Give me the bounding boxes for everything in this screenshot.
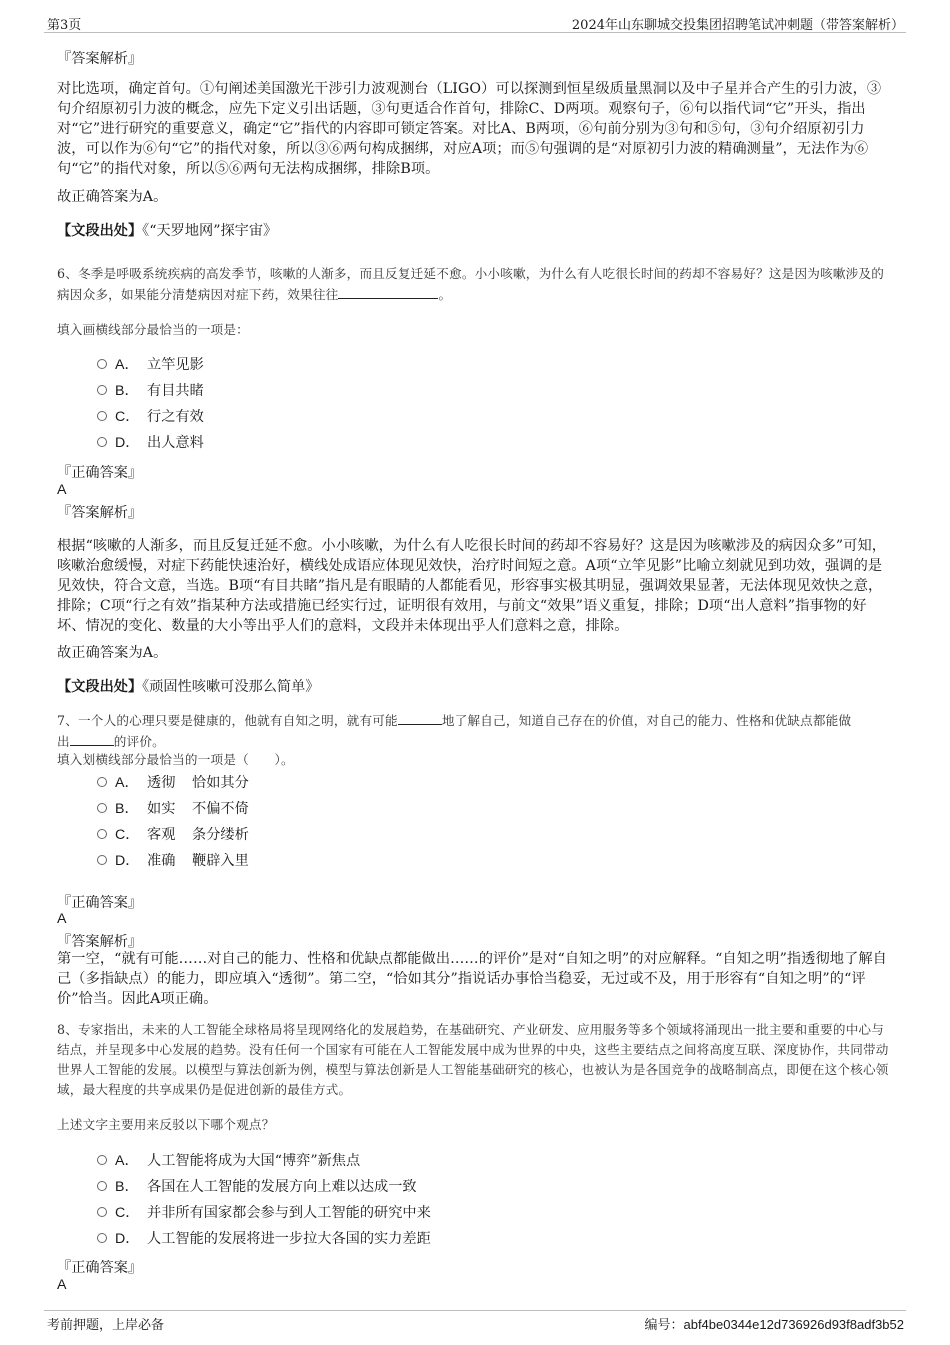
radio-icon[interactable] — [97, 777, 107, 787]
radio-icon[interactable] — [97, 1155, 107, 1165]
q7-analysis: 第一空，“就有可能……对自己的能力、性格和优缺点都能做出……的评价”是对“自知之明”的对应解释。“自知之明”指透彻地了解自己（多指缺点）的能力，即应填入“透彻”。第二空，“恰如其分”指说话办事恰当稳妥，无过或不及，用于形容有“自知之明”的“评价”恰当。因此A项正确。 — [57, 951, 887, 1007]
q6-source-title: 《顽固性咳嗽可没那么简单》 — [142, 679, 320, 695]
page-number: 第3页 — [47, 18, 82, 33]
document-code — [644, 1314, 904, 1333]
q5-analysis-label: 『答案解析』 — [57, 51, 143, 67]
q6-source-label: 【文段出处】 — [57, 679, 143, 695]
q8-option-d[interactable]: D． 人工智能的发展将进一步拉大各国的实力差距 — [97, 1229, 431, 1249]
q7-stem-part3: 出 — [57, 734, 70, 749]
q7-answer: A — [57, 911, 67, 927]
q7-stem-part4: 的评价。 — [113, 734, 165, 749]
q6-answer: A — [57, 482, 67, 498]
q6-option-b[interactable]: B． 有目共睹 — [97, 381, 204, 401]
footer-slogan: 考前押题，上岸必备 — [47, 1318, 165, 1333]
q7-option-c[interactable]: C． 客观 条分缕析 — [97, 825, 249, 845]
q6-option-a[interactable]: A． 立竿见影 — [97, 355, 204, 375]
q5-source-label: 【文段出处】 — [57, 223, 143, 239]
q6-prompt: 填入画横线部分最恰当的一项是： — [57, 322, 249, 337]
q6-analysis-label: 『答案解析』 — [57, 505, 143, 521]
q6-source — [57, 676, 319, 696]
q7-prompt: 填入划横线部分最恰当的一项是（ ）。 — [57, 752, 294, 767]
q7-blank-1 — [398, 710, 442, 725]
q7-stem — [57, 710, 892, 752]
q5-conclusion: 故正确答案为A。 — [57, 189, 168, 205]
document-title: 2024年山东聊城交投集团招聘笔试冲刺题（带答案解析） — [571, 18, 904, 33]
q7-option-a[interactable]: A． 透彻 恰如其分 — [97, 773, 249, 793]
q7-blank-2 — [70, 731, 114, 746]
q6-conclusion: 故正确答案为A。 — [57, 645, 168, 661]
radio-icon[interactable] — [97, 1233, 107, 1243]
q8-stem: 8、专家指出，未来的人工智能全球格局将呈现网络化的发展趋势，在基础研究、产业研发、应用服务等多个领域将涌现出一批主要和重要的中心与结点，并呈现多中心发展的趋势。没有任何一个国家有可能在人工智能发展中成为世界的中央，这些主要结点之间将高度互联、深度协作，共同带动世界人工智能的发展。以模型与算法创新为例，模型与算法创新是人工智能基础研究的核心，也被认为是各国竞争的战略制高点，即便在这个核心领域，最大程度的共享成果仍是促进创新的最佳方式。 — [57, 1022, 889, 1097]
q5-source-title: 《“天罗地网”探宇宙》 — [142, 223, 278, 239]
q5-source — [57, 220, 277, 240]
q6-option-c[interactable]: C． 行之有效 — [97, 407, 204, 427]
radio-icon[interactable] — [97, 803, 107, 813]
radio-icon[interactable] — [97, 855, 107, 865]
q7-option-b[interactable]: B． 如实 不偏不倚 — [97, 799, 249, 819]
q6-option-d[interactable]: D． 出人意料 — [97, 433, 204, 453]
q6-stem-text: 6、冬季是呼吸系统疾病的高发季节，咳嗽的人渐多，而且反复迁延不愈。小小咳嗽，为什么有人吃很长时间的药却不容易好？这是因为咳嗽涉及的病因众多，如果能分清楚病因对症下药，效果往往 — [57, 266, 885, 302]
q5-analysis: 对比选项，确定首句。①句阐述美国激光干涉引力波观测台（LIGO）可以探测到恒星级质量黑洞以及中子星并合产生的引力波，③句介绍原初引力波的概念，应先下定义引出话题，③句更适合作首句，排除C、D两项。观察句子，⑥句以指代词“它”开头，指出对“它”进行研究的重要意义，确定“它”指代的内容即可锁定答案。对比A、B两项，⑥句前分别为③句和⑤句，③句介绍原初引力波，可以作为⑥句“它”的指代对象，所以③⑥两句构成捆绑，对应A项；而⑤句强调的是“对原初引力波的精确测量”，无法作为⑥句“它”的指代对象，所以⑤⑥两句无法构成捆绑，排除B项。 — [57, 81, 882, 177]
q6-stem-end: 。 — [438, 287, 452, 302]
q6-answer-label: 『正确答案』 — [57, 465, 143, 481]
radio-icon[interactable] — [97, 437, 107, 447]
q8-option-a[interactable]: A． 人工智能将成为大国“博弈”新焦点 — [97, 1151, 360, 1171]
radio-icon[interactable] — [97, 1207, 107, 1217]
q8-option-b[interactable]: B． 各国在人工智能的发展方向上难以达成一致 — [97, 1177, 417, 1197]
header-divider — [44, 32, 906, 33]
q8-option-c[interactable]: C． 并非所有国家都会参与到人工智能的研究中来 — [97, 1203, 431, 1223]
q6-stem — [57, 264, 892, 305]
document-code-label: 编号： — [644, 1318, 684, 1333]
radio-icon[interactable] — [97, 385, 107, 395]
radio-icon[interactable] — [97, 359, 107, 369]
q7-option-d[interactable]: D． 准确 鞭辟入里 — [97, 851, 249, 871]
q8-answer-label: 『正确答案』 — [57, 1260, 143, 1276]
q6-analysis: 根据“咳嗽的人渐多，而且反复迁延不愈。小小咳嗽，为什么有人吃很长时间的药却不容易好？这是因为咳嗽涉及的病因众多”可知，咳嗽治愈缓慢，对症下药能快速治好，横线处成语应体现见效快，治疗时间短之意。A项“立竿见影”比喻立刻就见到功效，强调的是见效快，符合文意，当选。B项“有目共睹”指凡是有眼睛的人都能看见，形容事实极其明显，强调效果显著，无法体现见效快之意，排除；C项“行之有效”指某种方法或措施已经实行过，证明很有效用，与前文“效果”语义重复，排除；D项“出人意料”指事物的好坏、情况的变化、数量的大小等出乎人们的意料，文段并未体现出乎人们意料之意，排除。 — [57, 538, 887, 634]
q8-answer: A — [57, 1277, 67, 1293]
q7-stem-part1: 7、一个人的心理只要是健康的，他就有自知之明，就有可能 — [57, 713, 398, 728]
q8-prompt: 上述文字主要用来反驳以下哪个观点？ — [57, 1117, 275, 1132]
q7-stem-part2: 地了解自己，知道自己存在的价值，对自己的能力、性格和优缺点都能做 — [441, 713, 852, 728]
document-code-value: abf4be0344e12d736926d93f8adf3b52 — [683, 1317, 904, 1332]
radio-icon[interactable] — [97, 411, 107, 421]
footer-divider — [44, 1310, 906, 1311]
q7-answer-label: 『正确答案』 — [57, 895, 143, 911]
radio-icon[interactable] — [97, 829, 107, 839]
radio-icon[interactable] — [97, 1181, 107, 1191]
q7-analysis-label: 『答案解析』 — [57, 934, 143, 950]
q6-blank — [338, 284, 438, 299]
